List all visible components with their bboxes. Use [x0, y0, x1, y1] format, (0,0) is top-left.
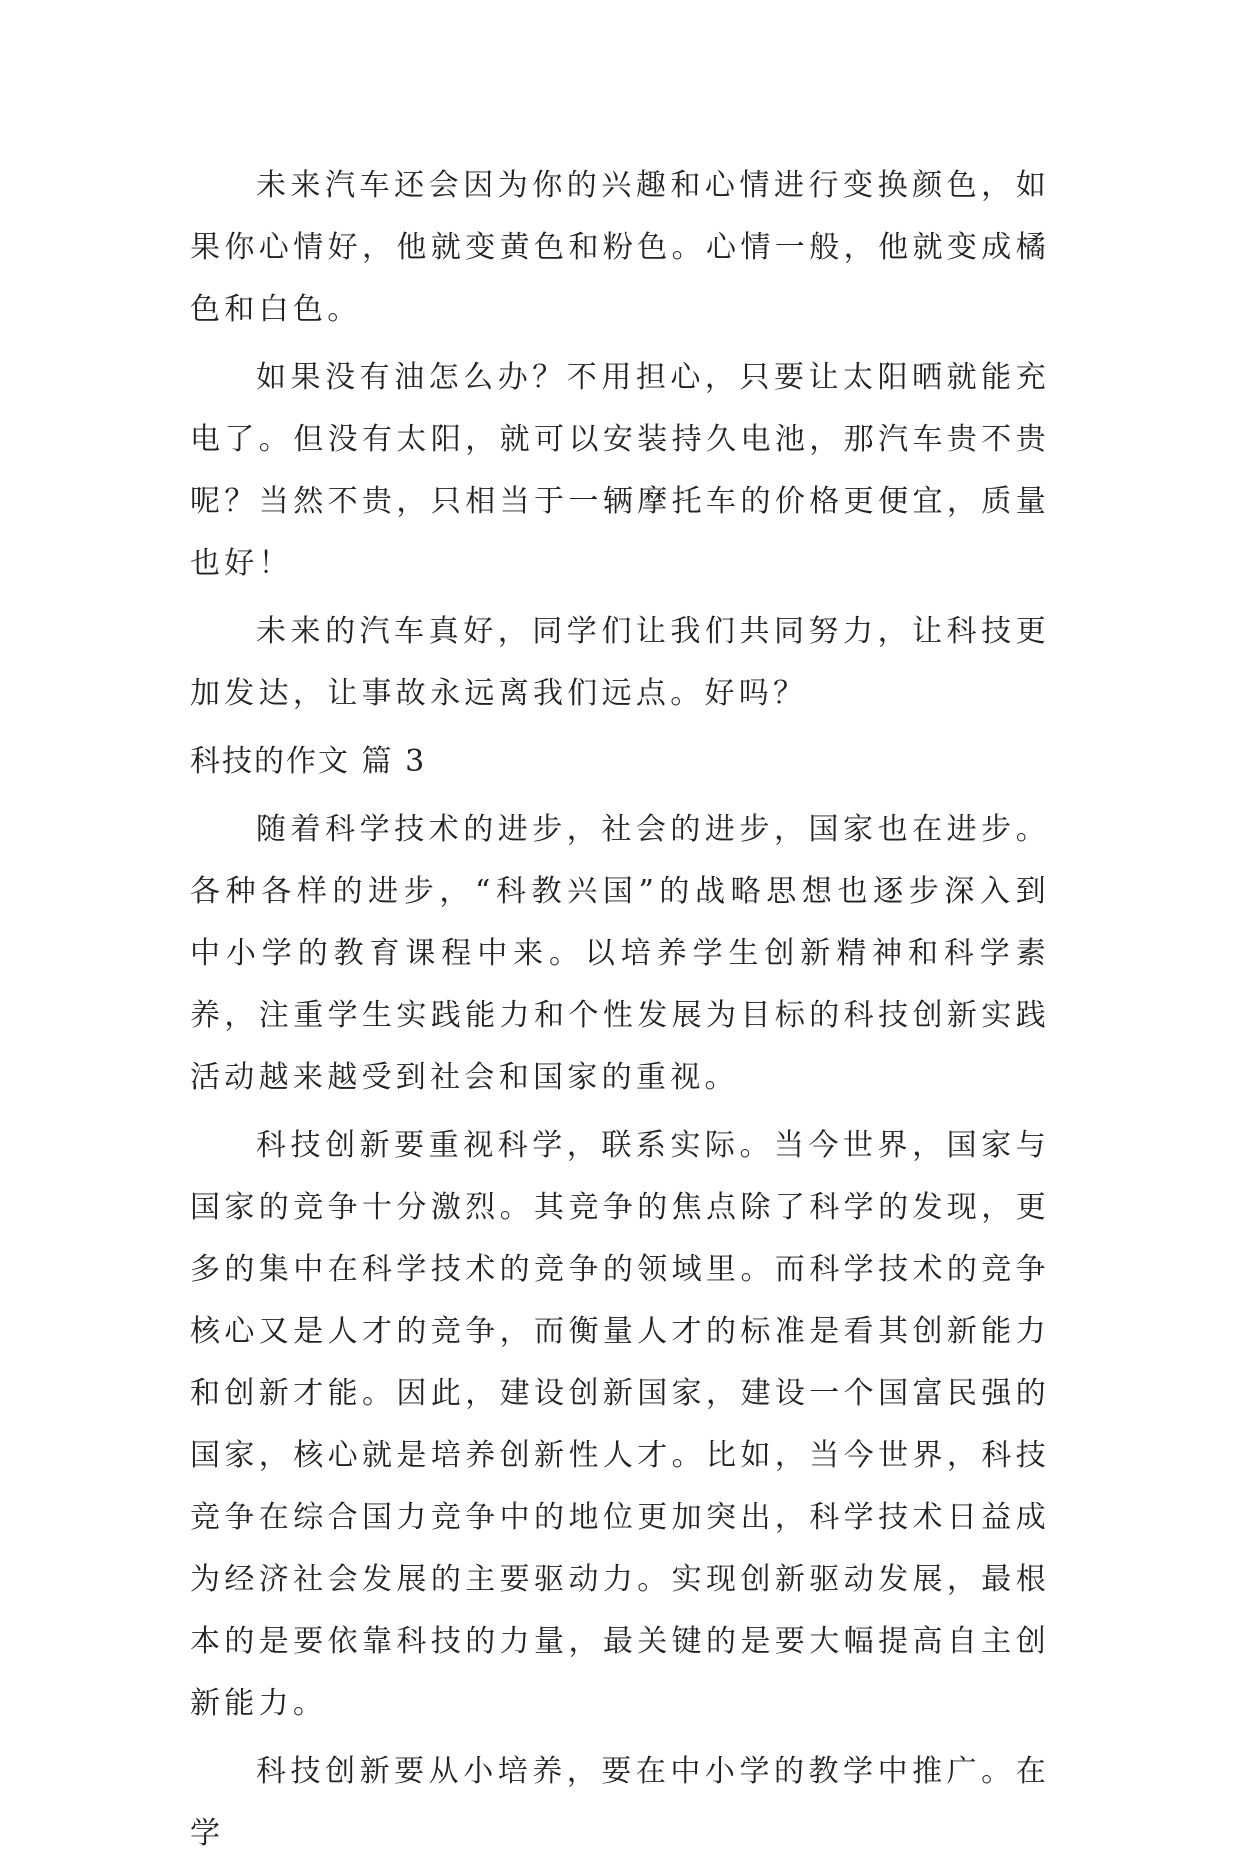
paragraph-car-colors: 未来汽车还会因为你的兴趣和心情进行变换颜色，如果你心情好，他就变黄色和粉色。心情一般，他就变成橘色和白色。	[190, 168, 1050, 327]
essay-heading: 科技的作文 篇 3	[190, 744, 427, 779]
paragraph-tech-education: 科技创新要从小培养，要在中小学的教学中推广。在学	[190, 1754, 1050, 1851]
paragraph-tech-progress: 随着科学技术的进步，社会的进步，国家也在进步。各种各样的进步，“科教兴国”的战略思想也逐步深入到中小学的教育课程中来。以培养学生创新精神和科学素养，注重学生实践能力和个性发展为目标的科技创新实践活动越来越受到社会和国家的重视。	[190, 812, 1050, 1095]
document-page	[190, 155, 1050, 1871]
paragraph-car-conclusion: 未来的汽车真好，同学们让我们共同努力，让科技更加发达，让事故永远离我们远点。好吗？	[190, 614, 1050, 711]
paragraph-tech-innovation: 科技创新要重视科学，联系实际。当今世界，国家与国家的竞争十分激烈。其竞争的焦点除了科学的发现，更多的集中在科学技术的竞争的领域里。而科学技术的竞争核心又是人才的竞争，而衡量人才的标准是看其创新能力和创新才能。因此，建设创新国家，建设一个国富民强的国家，核心就是培养创新性人才。比如，当今世界，科技竞争在综合国力竞争中的地位更加突出，科学技术日益成为经济社会发展的主要驱动力。实现创新驱动发展，最根本的是要依靠科技的力量，最关键的是要大幅提高自主创新能力。	[190, 1128, 1050, 1721]
paragraph-car-power: 如果没有油怎么办？不用担心，只要让太阳晒就能充电了。但没有太阳，就可以安装持久电池，那汽车贵不贵呢？当然不贵，只相当于一辆摩托车的价格更便宜，质量也好！	[190, 360, 1050, 581]
